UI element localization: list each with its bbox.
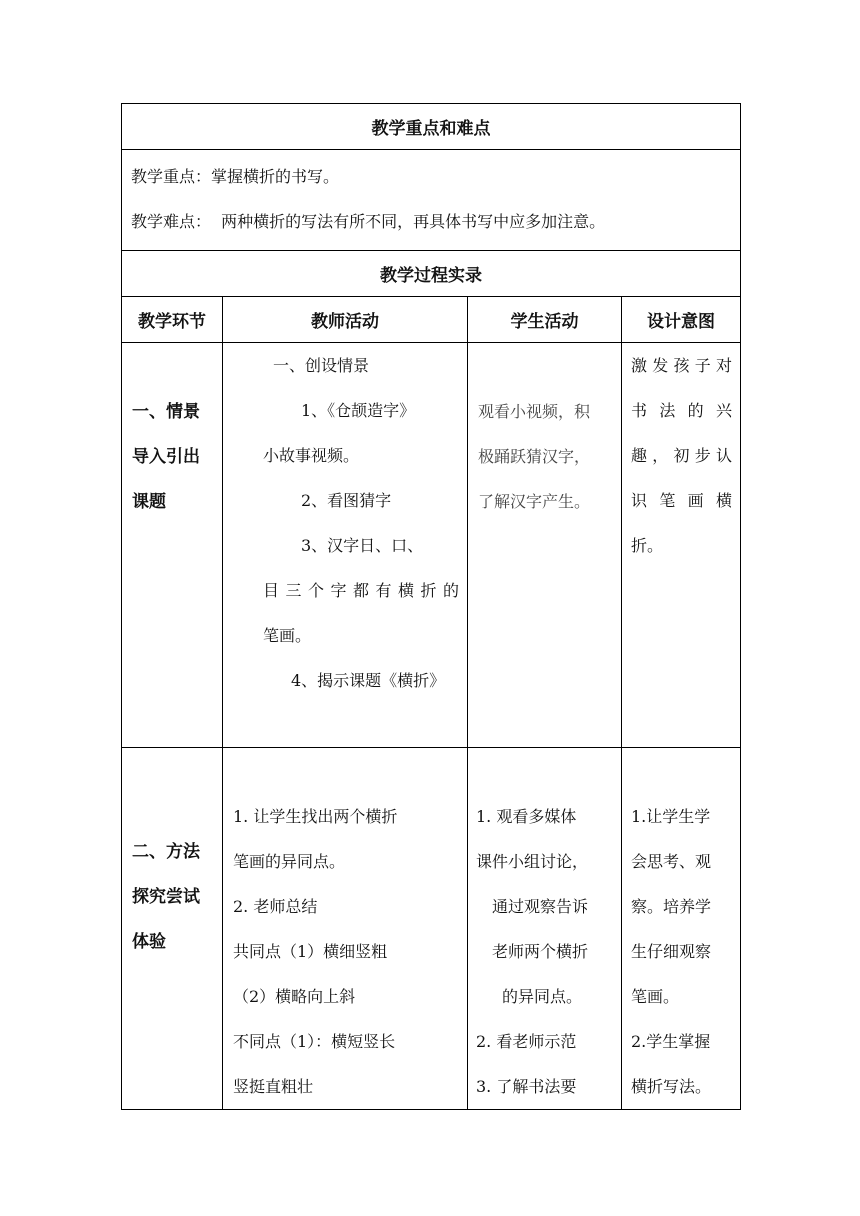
teacher-line: 共同点（1）横细竖粗 bbox=[233, 942, 388, 961]
student-line: 通过观察告诉 bbox=[492, 897, 589, 916]
teacher-line: 竖挺直粗壮 bbox=[233, 1077, 314, 1096]
difficulty-text: 教学难点： 两种横折的写法有所不同，再具体书写中应多加注意。 bbox=[131, 212, 606, 231]
teacher-line: 2、看图猜字 bbox=[301, 491, 392, 510]
intent-line: 识笔画横 bbox=[631, 491, 732, 510]
teacher-activity-cell bbox=[223, 748, 468, 1110]
intent-cell bbox=[622, 748, 741, 1110]
intent-line: 察。培养学 bbox=[631, 897, 712, 916]
col-header-teacher: 教师活动 bbox=[223, 297, 468, 343]
key-points-cell bbox=[122, 150, 741, 251]
stage-line: 导入引出 bbox=[132, 447, 200, 467]
teacher-activity-cell bbox=[223, 343, 468, 748]
key-point-text: 教学重点：掌握横折的书写。 bbox=[131, 167, 340, 186]
section-title-process: 教学过程实录 bbox=[122, 251, 741, 297]
student-line: 极踊跃猜汉字， bbox=[478, 447, 591, 466]
student-line: 1. 观看多媒体 bbox=[476, 807, 577, 826]
col-header-intent: 设计意图 bbox=[622, 297, 741, 343]
stage-line: 体验 bbox=[132, 932, 166, 952]
teacher-line: 1、《仓颉造字》 bbox=[301, 401, 416, 420]
teacher-line: （2）横略向上斜 bbox=[233, 987, 356, 1006]
student-line: 2. 看老师示范 bbox=[476, 1032, 577, 1051]
stage-cell bbox=[122, 748, 223, 1110]
intent-cell bbox=[622, 343, 741, 748]
student-line: 观看小视频，积 bbox=[478, 402, 591, 421]
intent-line: 折。 bbox=[631, 536, 664, 555]
teacher-line: 3、汉字日、口、 bbox=[301, 536, 424, 555]
lesson-plan-table bbox=[121, 103, 741, 1110]
student-line: 了解汉字产生。 bbox=[478, 492, 591, 511]
intent-line: 书法的兴 bbox=[631, 401, 732, 420]
intent-line: 笔画。 bbox=[631, 987, 680, 1006]
intent-line: 生仔细观察 bbox=[631, 942, 712, 961]
intent-line: 横折写法。 bbox=[631, 1077, 712, 1096]
teacher-line: 不同点（1）：横短竖长 bbox=[233, 1032, 396, 1051]
col-header-stage: 教学环节 bbox=[122, 297, 223, 343]
teacher-line: 小故事视频。 bbox=[263, 446, 360, 465]
intent-line: 1.让学生学 bbox=[631, 807, 711, 826]
teacher-line: 一、创设情景 bbox=[273, 356, 370, 375]
section-title-key-points: 教学重点和难点 bbox=[122, 104, 741, 150]
intent-line: 趣，初步认 bbox=[631, 446, 732, 465]
teacher-line: 1. 让学生找出两个横折 bbox=[233, 807, 398, 826]
teacher-line: 2. 老师总结 bbox=[233, 897, 318, 916]
intent-line: 2.学生掌握 bbox=[631, 1032, 711, 1051]
student-activity-cell bbox=[468, 343, 622, 748]
stage-cell bbox=[122, 343, 223, 748]
intent-line: 会思考、观 bbox=[631, 852, 712, 871]
teacher-line: 4、揭示课题《横折》 bbox=[291, 671, 446, 690]
teacher-line: 目三个字都有横折的 bbox=[263, 581, 459, 600]
stage-line: 一、情景 bbox=[132, 402, 200, 422]
stage-line: 二、方法 bbox=[132, 842, 200, 862]
student-activity-cell bbox=[468, 748, 622, 1110]
stage-line: 课题 bbox=[132, 492, 166, 512]
student-line: 的异同点。 bbox=[502, 987, 583, 1006]
col-header-student: 学生活动 bbox=[468, 297, 622, 343]
student-line: 老师两个横折 bbox=[492, 942, 589, 961]
student-line: 3. 了解书法要 bbox=[476, 1077, 577, 1096]
teacher-line: 笔画的异同点。 bbox=[233, 852, 346, 871]
intent-line: 激发孩子对 bbox=[631, 356, 732, 375]
student-line: 课件小组讨论， bbox=[476, 852, 589, 871]
stage-line: 探究尝试 bbox=[132, 887, 200, 907]
teacher-line: 笔画。 bbox=[263, 626, 312, 645]
